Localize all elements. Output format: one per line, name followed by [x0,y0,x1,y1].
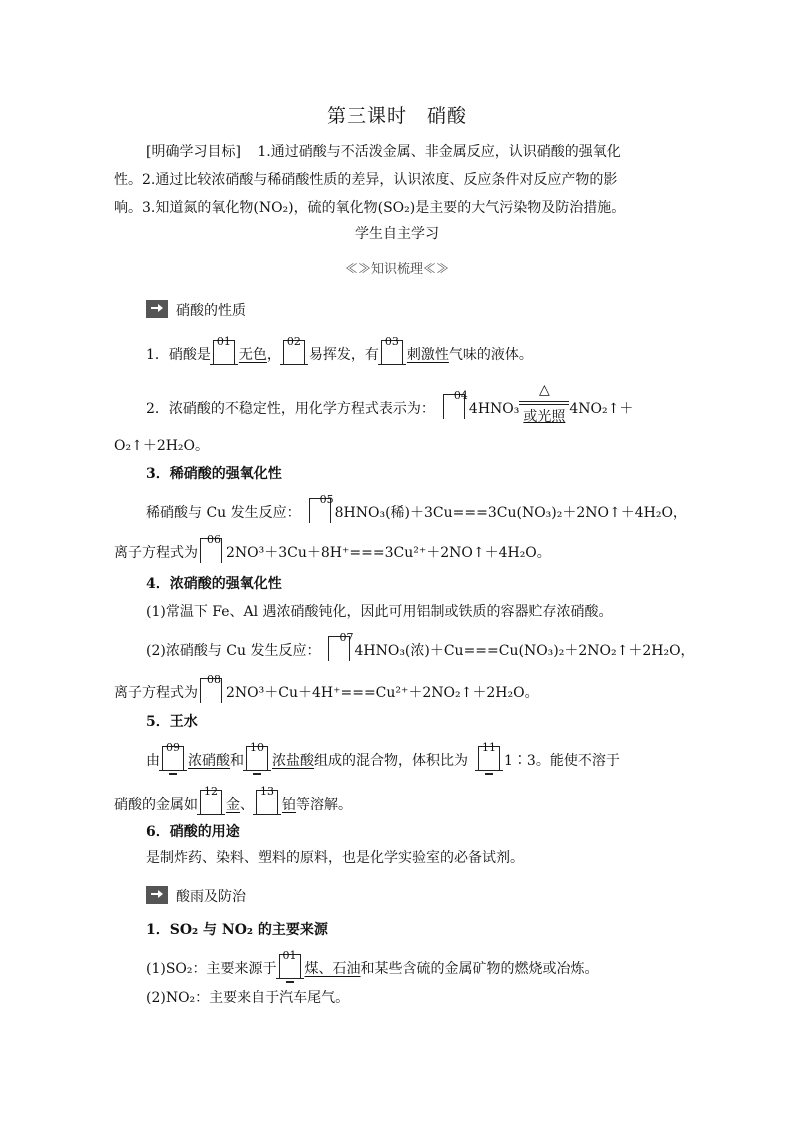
p5-mid2: 组成的混合物，体积比为 [314,753,468,769]
blank-number: 08 [207,673,221,686]
blank-number: 07 [339,631,354,644]
blank-number: 02 [286,335,301,348]
condition-light: 或光照 [523,409,566,425]
p1-pre: 1．硝酸是 [146,347,211,363]
eq-dilute-ionic: 2NO³＋3Cu＋8H⁺===3Cu²⁺＋2NO↑＋4H₂O。 [226,545,551,561]
p5-mid3: 、 [240,797,254,813]
part2-p1-heading: 1．SO₂ 与 NO₂ 的主要来源 [146,922,328,938]
answer-platinum: 铂 [282,797,296,813]
p5-pre: 由 [146,753,160,769]
answer-ratio: 1∶3 [504,753,536,769]
blank-number: 06 [207,533,221,546]
blank-box-10 [246,741,268,771]
p3-pre: 稀硝酸与 Cu 发生反应： [146,505,301,521]
p4-pre: (2)浓硝酸与 Cu 发生反应： [146,643,321,659]
part2-pre: (1)SO₂：主要来源于 [146,961,277,977]
p4-line-3 [114,673,539,703]
reaction-condition [519,382,569,425]
blank-box-13 [256,785,278,815]
eq2-rhs: 4NO₂↑＋ [569,401,634,417]
blank-box-09 [162,741,184,771]
p4-line-2 [146,631,695,661]
blank-box-07 [328,631,354,661]
blank-box-part2-01 [279,949,301,979]
part2-post: 和某些含硫的金属矿物的燃烧或冶炼。 [360,961,599,977]
blank-number: 13 [260,785,274,798]
p4-pre2: 离子方程式为 [114,685,198,701]
part1-heading-row [146,300,246,321]
eq2-lhs: 4HNO₃ [468,401,520,417]
p3-heading: 3．稀硝酸的强氧化性 [146,466,282,482]
answer-volatile: 易挥发 [308,347,351,363]
part2-line-1 [146,949,599,979]
blank-number: 12 [204,785,218,798]
section-arrow-icon [146,300,168,318]
p3-line-1 [146,493,687,523]
p1-mid1: ， [266,347,281,363]
p5-line-2 [114,785,352,815]
objectives-line-2: 性。2.通过比较浓硝酸与稀硝酸性质的差异，认识浓度、反应条件对反应产物的影 [114,172,618,188]
p6-text: 是制炸药、染料、塑料的原料，也是化学实验室的必备试剂。 [146,850,524,866]
blank-box-02 [283,335,305,365]
knowledge-subheading: ≪≫知识梳理≪≫ [344,262,449,277]
blank-box-11 [478,741,500,771]
p2-pre: 2．浓硝酸的不稳定性，用化学方程式表示为： [146,401,435,417]
eq-conc-ionic: 2NO³＋Cu＋4H⁺===Cu²⁺＋2NO₂↑＋2H₂O。 [226,685,539,701]
objectives-tag: [明确学习目标] [146,144,241,160]
p5-line-1 [146,741,620,771]
p4-line-1: (1)常温下 Fe、Al 遇浓硝酸钝化，因此可用铝制或铁质的容器贮存浓硝酸。 [146,604,613,620]
p1-mid2: ，有 [350,347,379,363]
blank-box-04 [443,389,468,419]
p3-line-2 [114,533,551,563]
p1-line [146,335,533,365]
blank-number: 04 [453,389,468,402]
blank-box-08 [200,673,222,703]
p5-post: 。能使不溶于 [535,753,620,769]
blank-number: 09 [166,741,180,754]
p3-pre2: 离子方程式为 [114,545,198,561]
eq-dilute-molecular: 8HNO₃(稀)＋3Cu===3Cu(NO₃)₂＋2NO↑＋4H₂O， [334,505,687,521]
section-arrow-icon [146,886,168,904]
p5-pre2: 硝酸的金属如 [114,797,198,813]
answer-conc-hydrochloric: 浓盐酸 [272,753,314,769]
part2-line-2: (2)NO₂：主要来自于汽车尾气。 [146,990,350,1006]
p4-heading: 4．浓硝酸的强氧化性 [146,576,282,592]
p1-post: 气味的液体。 [448,347,533,363]
section-heading: 学生自主学习 [355,226,439,242]
p5-mid1: 和 [230,753,244,769]
p6-heading: 6．硝酸的用途 [146,824,240,840]
page-title: 第三课时 硝酸 [326,105,467,127]
p2-line-2: O₂↑＋2H₂O。 [114,438,210,454]
answer-conc-nitric: 浓硝酸 [188,753,230,769]
objectives-line-3: 响。3.知道氮的氧化物(NO₂)，硫的氧化物(SO₂)是主要的大气污染物及防治措施。 [114,200,626,216]
answer-colorless: 无色 [238,347,267,363]
blank-number: 10 [250,741,264,754]
blank-box-12 [200,785,222,815]
blank-box-01 [213,335,235,365]
blank-number: 01 [216,335,231,348]
blank-number: 05 [319,493,334,506]
answer-pungent: 刺激性 [406,347,449,363]
objectives-text-1: 1.通过硝酸与不活泼金属、非金属反应，认识硝酸的强氧化 [257,144,621,160]
blank-number: 11 [482,741,496,754]
objectives-line-1 [146,142,621,162]
answer-coal-oil: 煤、石油 [304,961,361,977]
p2-line [146,382,634,425]
part2-heading: 酸雨及防治 [176,889,246,905]
condition-heat: △ [538,382,550,398]
p5-post2: 等溶解。 [296,797,352,813]
eq-conc-molecular: 4HNO₃(浓)＋Cu===Cu(NO₃)₂＋2NO₂↑＋2H₂O， [354,643,695,659]
blank-box-06 [200,533,222,563]
blank-number: 03 [384,335,399,348]
part1-heading: 硝酸的性质 [176,303,246,319]
blank-number: 01 [282,949,297,962]
blank-box-03 [381,335,403,365]
part2-heading-row [146,886,246,907]
p5-heading: 5．王水 [146,714,198,730]
blank-box-05 [309,493,334,523]
answer-gold: 金 [226,797,240,813]
